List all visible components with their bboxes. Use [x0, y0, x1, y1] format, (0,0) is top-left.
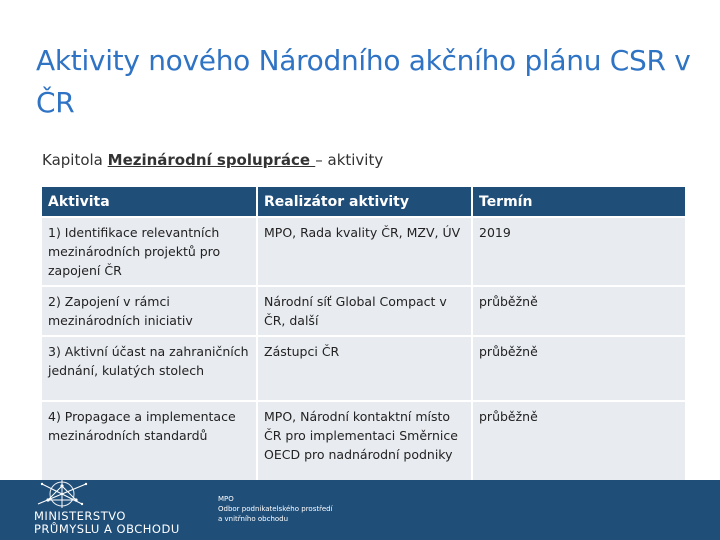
cell-implementer: Zástupci ČR [257, 336, 472, 401]
activities-table [42, 187, 685, 480]
slide-subtitle [42, 151, 383, 169]
table-row [42, 217, 685, 286]
cell-deadline: průběžně [472, 336, 685, 401]
header-implementer: Realizátor aktivity [257, 187, 472, 217]
subtitle-emphasis: Mezinárodní spolupráce [107, 151, 316, 169]
cell-deadline: 2019 [472, 217, 685, 286]
header-activity: Aktivita [42, 187, 257, 217]
footer-department [218, 494, 333, 524]
subtitle-prefix: Kapitola [42, 151, 108, 169]
header-deadline: Termín [472, 187, 685, 217]
table-row [42, 401, 685, 480]
table-row [42, 286, 685, 336]
logo-wordmark [34, 510, 180, 536]
subtitle-suffix: – aktivity [315, 151, 384, 169]
logo-line-1: MINISTERSTVO [34, 509, 126, 523]
footer-dept-line-2: a vnitřního obchodu [218, 515, 289, 523]
slide-title: Aktivity nového Národního akčního plánu CSR v ČR [36, 44, 691, 119]
footer-org: MPO [218, 495, 234, 503]
cell-activity: 3) Aktivní účast na zahraničních jednání, kulatých stolech [42, 336, 257, 401]
cell-implementer: MPO, Národní kontaktní místo ČR pro implementaci Směrnice OECD pro nadnárodní podniky [257, 401, 472, 480]
logo-line-2: PRŮMYSLU A OBCHODU [34, 522, 180, 536]
cell-implementer: Národní síť Global Compact v ČR, další [257, 286, 472, 336]
footer-dept-line-1: Odbor podnikatelského prostředí [218, 505, 333, 513]
cell-activity: 4) Propagace a implementace mezinárodních standardů [42, 401, 257, 480]
cell-deadline: průběžně [472, 286, 685, 336]
table-row [42, 336, 685, 401]
table-header-row [42, 187, 685, 217]
cell-activity: 2) Zapojení v rámci mezinárodních iniciativ [42, 286, 257, 336]
cell-activity: 1) Identifikace relevantních mezinárodních projektů pro zapojení ČR [42, 217, 257, 286]
cell-deadline: průběžně [472, 401, 685, 480]
cell-implementer: MPO, Rada kvality ČR, MZV, ÚV [257, 217, 472, 286]
